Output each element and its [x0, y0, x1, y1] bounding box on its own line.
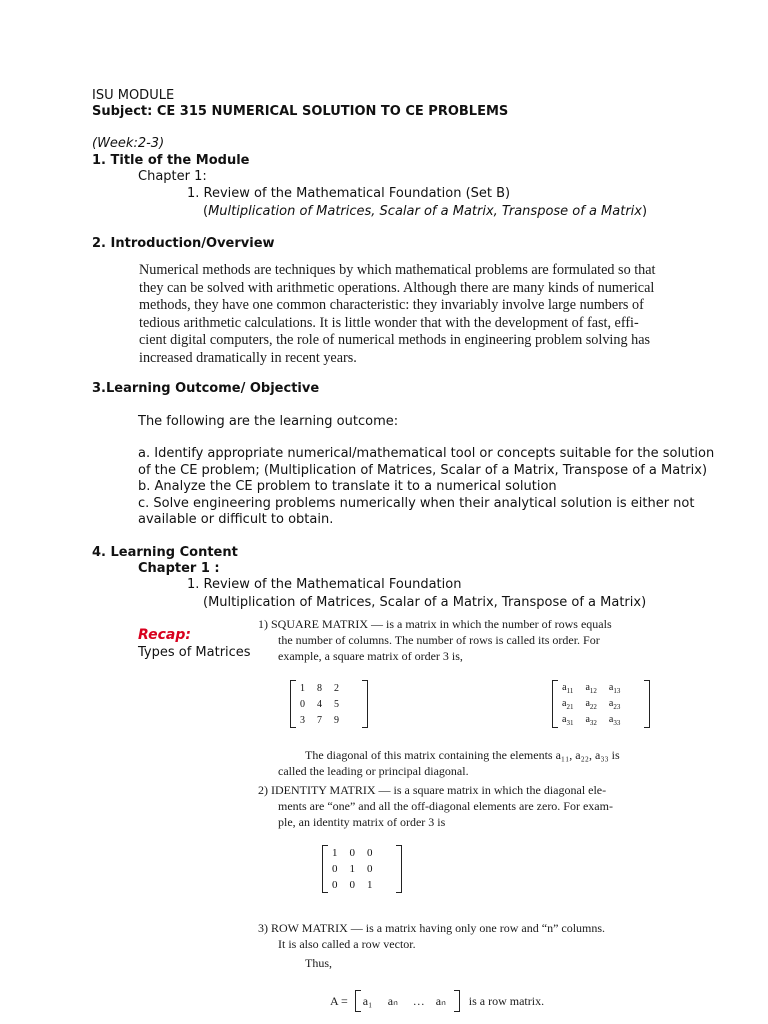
matrix-cell: 7: [317, 714, 322, 726]
matrix-cell: 8: [317, 682, 322, 694]
intro-line: methods, they have one common characteristic: they invariably involve large numbers of: [139, 297, 644, 313]
outcome-line: a. Identify appropriate numerical/mathematical tool or concepts suitable for the solution: [138, 446, 715, 461]
matrix-cell: 0: [349, 847, 355, 859]
week-label: (Week:2-3): [92, 136, 165, 151]
section-4-title: 4. Learning Content: [92, 545, 238, 560]
matrix-cell: $a_{22}$: [585, 697, 597, 711]
identity-matrix-def: [258, 782, 613, 830]
matrix-cell: $a_{23}$: [608, 697, 621, 711]
types-of-matrices-label: Types of Matrices: [138, 645, 251, 660]
square-line: the number of columns. The number of rows is called its order. For: [278, 633, 600, 647]
module-label: ISU MODULE: [92, 88, 175, 103]
matrix-cell: $a_{13}$: [608, 681, 621, 695]
matrix-cell: 3: [300, 714, 305, 726]
intro-line: cient digital computers, the role of numerical methods in engineering problem solving has: [139, 332, 651, 348]
row-eq-lhs: A =: [330, 994, 348, 1008]
diag-line: The diagonal of this matrix containing the elements a₁₁, a₂₂, a₃₃ is: [305, 748, 620, 762]
outcome-line: b. Analyze the CE problem to translate it to a numerical solution: [138, 479, 557, 494]
row-entry: …: [412, 994, 425, 1008]
section-4-sub: (Multiplication of Matrices, Scalar of a Matrix, Transpose of a Matrix): [203, 595, 647, 610]
matrix-cell: 1: [332, 847, 338, 859]
recap-label: Recap:: [138, 627, 191, 643]
matrix-cell: 1: [367, 879, 373, 891]
outcome-line: of the CE problem; (Multiplication of Matrices, Scalar of a Matrix, Transpose of a Matrix): [138, 462, 708, 478]
matrix-cell: 2: [334, 682, 339, 694]
section-1-title: 1. Title of the Module: [92, 153, 250, 168]
matrix-cell: $a_{33}$: [608, 713, 621, 727]
outcome-list: [138, 446, 714, 529]
matrix-cell: 1: [300, 682, 305, 694]
matrix-identity: [322, 845, 402, 893]
diagonal-note: [278, 747, 620, 779]
section-2-title: 2. Introduction/Overview: [92, 236, 275, 251]
identity-line: ple, an identity matrix of order 3 is: [278, 815, 446, 829]
intro-paragraph: [139, 262, 729, 367]
matrix-cell: 0: [300, 698, 305, 710]
intro-line: they can be solved with arithmetic operations. Although there are many kinds of numerical: [139, 279, 655, 296]
matrix-cell: $a_{32}$: [585, 713, 597, 727]
row-entry: aₙ: [387, 994, 398, 1008]
square-matrix-def: [258, 616, 612, 664]
bracket-right: [396, 845, 402, 893]
section-1-item: 1. Review of the Mathematical Foundation (Set B): [187, 186, 511, 201]
bracket-left: [322, 845, 328, 893]
bracket-left: [290, 680, 296, 728]
row-matrix-def: [258, 920, 605, 952]
section-1-chapter: Chapter 1:: [138, 169, 207, 184]
outcome-line: available or difficult to obtain.: [138, 512, 334, 527]
matrix-cell: 0: [332, 879, 338, 891]
intro-line: tedious arithmetic calculations. It is little wonder that with the development of fast, effi-: [139, 314, 639, 331]
bracket-left: [355, 990, 361, 1012]
row-eq-rhs: is a row matrix.: [468, 994, 545, 1008]
bracket-right: [454, 990, 460, 1012]
bracket-right: [644, 680, 650, 728]
row-line: It is also called a row vector.: [278, 937, 416, 951]
outcome-line: c. Solve engineering problems numerically when their analytical solution is either not: [138, 495, 695, 511]
row-entry: aₙ: [435, 994, 446, 1008]
thus-label: Thus,: [305, 956, 332, 970]
matrix-cell: 9: [334, 714, 339, 726]
bracket-left: [552, 680, 558, 728]
matrix-cell: $a_{12}$: [585, 681, 597, 695]
matrix-cell: $a_{31}$: [562, 713, 574, 727]
identity-line: ments are “one” and all the off-diagonal elements are zero. For exam-: [278, 799, 613, 813]
section-3-title: 3.Learning Outcome/ Objective: [92, 381, 320, 396]
matrix-square-symbolic: [552, 680, 650, 728]
intro-line: Numerical methods are techniques by which mathematical problems are formulated so that: [139, 262, 656, 278]
identity-line: 2) IDENTITY MATRIX — is a square matrix in which the diagonal ele-: [258, 783, 607, 797]
outcome-intro: The following are the learning outcome:: [138, 414, 399, 429]
row-vector: [355, 990, 460, 1012]
matrix-cell: 0: [367, 863, 373, 875]
matrix-cell: 4: [317, 698, 322, 710]
matrix-cell: $a_{21}$: [562, 697, 574, 711]
section-4-chapter: Chapter 1 :: [138, 561, 220, 576]
matrix-cell: 1: [349, 863, 355, 875]
matrix-cell: 0: [367, 847, 373, 859]
matrix-square-numeric: [290, 680, 368, 728]
matrix-cell: 0: [332, 863, 338, 875]
matrix-cell: 0: [349, 879, 355, 891]
section-1-sub-text: Multiplication of Matrices, Scalar of a Matrix, Transpose of a Matrix: [208, 204, 642, 219]
subject-title: Subject: CE 315 NUMERICAL SOLUTION TO CE PROBLEMS: [92, 104, 509, 119]
section-4-item: 1. Review of the Mathematical Foundation: [187, 577, 462, 592]
square-line: 1) SQUARE MATRIX — is a matrix in which the number of rows equals: [258, 617, 612, 631]
matrix-cell: $a_{11}$: [562, 681, 574, 695]
diag-line: called the leading or principal diagonal.: [278, 764, 469, 778]
bracket-right: [362, 680, 368, 728]
intro-line: increased dramatically in recent years.: [139, 349, 357, 366]
row-entry: a₁: [362, 994, 373, 1008]
row-matrix-equation: [330, 990, 544, 1012]
section-1-sub: (Multiplication of Matrices, Scalar of a Matrix, Transpose of a Matrix): [203, 204, 648, 219]
matrix-cell: 5: [334, 698, 339, 710]
square-line: example, a square matrix of order 3 is,: [278, 649, 463, 663]
row-line: 3) ROW MATRIX — is a matrix having only one row and “n” columns.: [258, 921, 606, 935]
